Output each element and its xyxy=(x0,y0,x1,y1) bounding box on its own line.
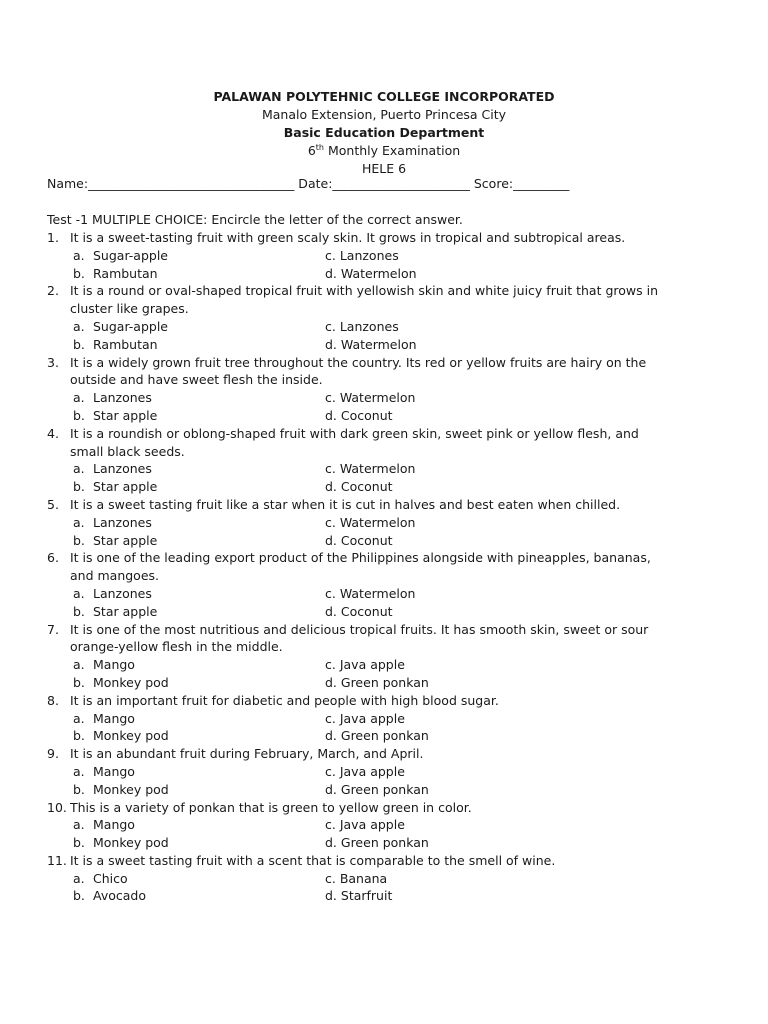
question-line xyxy=(47,852,727,870)
option-row xyxy=(47,603,727,621)
question-line xyxy=(47,300,727,318)
option-row xyxy=(47,407,727,425)
question-text: It is a round or oval-shaped tropical fruit with yellowish skin and white juicy fruit that grows in xyxy=(70,283,659,299)
option-row xyxy=(47,870,727,888)
question-text: It is a sweet tasting fruit like a star when it is cut in halves and best eaten when chilled. xyxy=(70,496,621,512)
option-choice-right[interactable]: c. Lanzones xyxy=(325,247,399,263)
option-row xyxy=(47,478,727,496)
option-text: Monkey pod xyxy=(93,728,169,744)
option-row xyxy=(47,514,727,532)
question-number: 8. xyxy=(47,692,59,708)
question-number: 3. xyxy=(47,354,59,370)
option-letter[interactable]: a. xyxy=(73,817,85,833)
question-line xyxy=(47,621,727,639)
question-item xyxy=(47,354,727,425)
name-date-score-line: Name:_________________________________ Date:______________________ Score:_________ xyxy=(47,176,570,191)
question-item xyxy=(47,496,727,549)
exam-title-text: Monthly Examination xyxy=(324,143,461,158)
option-text: Rambutan xyxy=(93,336,158,352)
question-item xyxy=(47,229,727,282)
question-line xyxy=(47,443,727,461)
option-letter[interactable]: a. xyxy=(73,710,85,726)
exam-header xyxy=(0,88,768,178)
option-text: Lanzones xyxy=(93,461,152,477)
option-text: Star apple xyxy=(93,407,158,423)
option-text: Sugar-apple xyxy=(93,318,168,334)
option-choice-right[interactable]: d. Green ponkan xyxy=(325,674,429,690)
option-text: Lanzones xyxy=(93,585,152,601)
option-letter[interactable]: b. xyxy=(73,603,85,619)
school-name: PALAWAN POLYTEHNIC COLLEGE INCORPORATED xyxy=(213,89,555,104)
question-item xyxy=(47,799,727,852)
option-choice-right[interactable]: c. Java apple xyxy=(325,657,405,673)
option-text: Star apple xyxy=(93,603,158,619)
option-choice-right[interactable]: d. Green ponkan xyxy=(325,728,429,744)
option-row xyxy=(47,656,727,674)
question-text: It is a sweet-tasting fruit with green scaly skin. It grows in tropical and subtropical areas. xyxy=(70,230,626,245)
question-number: 1. xyxy=(47,230,59,245)
option-letter[interactable]: b. xyxy=(73,407,85,423)
option-row xyxy=(47,532,727,550)
option-row xyxy=(47,318,727,336)
option-letter[interactable]: a. xyxy=(73,657,85,673)
question-line xyxy=(47,638,727,656)
option-letter[interactable]: b. xyxy=(73,336,85,352)
question-number: 4. xyxy=(47,425,59,441)
question-item xyxy=(47,692,727,745)
question-line xyxy=(47,496,727,514)
exam-title-number: 6 xyxy=(307,143,316,158)
option-row xyxy=(47,887,727,905)
question-number: 7. xyxy=(47,621,59,637)
option-row xyxy=(47,763,727,781)
subject-name: HELE 6 xyxy=(361,161,407,176)
question-text: It is a sweet tasting fruit with a scent that is comparable to the smell of wine. xyxy=(70,852,556,868)
option-letter[interactable]: a. xyxy=(73,461,85,477)
option-row xyxy=(47,674,727,692)
option-letter[interactable]: a. xyxy=(73,247,85,263)
option-text: Chico xyxy=(93,870,128,886)
option-choice-right[interactable]: d. Green ponkan xyxy=(325,781,429,797)
option-text: Rambutan xyxy=(93,265,158,281)
option-choice-right[interactable]: d. Watermelon xyxy=(325,336,417,352)
question-number: 2. xyxy=(47,283,59,299)
question-list xyxy=(47,229,727,905)
option-letter[interactable]: b. xyxy=(73,265,85,281)
option-text: Lanzones xyxy=(93,390,152,406)
option-letter[interactable]: a. xyxy=(73,318,85,334)
question-text: It is one of the leading export product of the Philippines alongside with pineapples, bananas, xyxy=(70,550,651,566)
option-choice-right[interactable]: d. Watermelon xyxy=(325,265,417,281)
option-row xyxy=(47,834,727,852)
question-line xyxy=(47,745,727,763)
option-choice-right[interactable]: c. Watermelon xyxy=(325,390,416,406)
exam-title xyxy=(0,142,768,160)
school-address: Manalo Extension, Puerto Princesa City xyxy=(261,107,507,122)
question-text: outside and have sweet flesh the inside. xyxy=(70,372,323,388)
option-text: Mango xyxy=(93,763,135,779)
question-item xyxy=(47,282,727,353)
option-text: Star apple xyxy=(93,532,158,548)
option-letter[interactable]: a. xyxy=(73,514,85,530)
question-text: It is an abundant fruit during February, March, and April. xyxy=(70,746,424,762)
option-letter[interactable]: b. xyxy=(73,532,85,548)
option-letter[interactable]: a. xyxy=(73,763,85,779)
option-letter[interactable]: b. xyxy=(73,674,85,690)
question-item xyxy=(47,425,727,496)
option-letter[interactable]: b. xyxy=(73,728,85,744)
question-number: 5. xyxy=(47,496,59,512)
option-text: Lanzones xyxy=(93,514,152,530)
option-text: Monkey pod xyxy=(93,781,169,797)
question-text: It is one of the most nutritious and delicious tropical fruits. It has smooth skin, sweet or sour xyxy=(70,621,649,637)
question-text: and mangoes. xyxy=(70,568,160,584)
option-row xyxy=(47,781,727,799)
question-text: orange-yellow flesh in the middle. xyxy=(70,639,283,655)
option-text: Mango xyxy=(93,710,135,726)
option-text: Sugar-apple xyxy=(93,247,168,263)
option-text: Avocado xyxy=(93,888,146,904)
test-instruction: Test -1 MULTIPLE CHOICE: Encircle the letter of the correct answer. xyxy=(47,212,463,227)
question-line xyxy=(47,799,727,817)
option-choice-right[interactable]: c. Watermelon xyxy=(325,461,416,477)
question-number: 9. xyxy=(47,746,59,762)
question-item xyxy=(47,549,727,620)
question-number: 11. xyxy=(47,852,67,868)
option-choice-right[interactable]: d. Coconut xyxy=(325,407,393,423)
option-row xyxy=(47,585,727,603)
question-line xyxy=(47,282,727,300)
question-line xyxy=(47,354,727,372)
option-choice-right[interactable]: d. Coconut xyxy=(325,532,393,548)
option-choice-right[interactable]: c. Java apple xyxy=(325,710,405,726)
option-choice-right[interactable]: c. Java apple xyxy=(325,817,405,833)
question-number: 10. xyxy=(47,799,67,815)
question-text: small black seeds. xyxy=(70,443,185,459)
option-row xyxy=(47,727,727,745)
question-text: It is a widely grown fruit tree throughout the country. Its red or yellow fruits are hairy on the xyxy=(70,354,647,370)
option-choice-right[interactable]: c. Watermelon xyxy=(325,514,416,530)
question-item xyxy=(47,621,727,692)
question-line xyxy=(47,692,727,710)
question-text: It is a roundish or oblong-shaped fruit with dark green skin, sweet pink or yellow flesh, and xyxy=(70,425,639,441)
option-row xyxy=(47,460,727,478)
option-text: Mango xyxy=(93,817,135,833)
option-letter[interactable]: a. xyxy=(73,585,85,601)
option-choice-right[interactable]: c. Banana xyxy=(325,870,388,886)
question-number: 6. xyxy=(47,550,59,566)
option-choice-right[interactable]: d. Coconut xyxy=(325,479,393,495)
department-name: Basic Education Department xyxy=(283,125,485,140)
option-letter[interactable]: b. xyxy=(73,835,85,851)
question-text: It is an important fruit for diabetic and people with high blood sugar. xyxy=(70,692,499,708)
option-letter[interactable]: b. xyxy=(73,781,85,797)
option-row xyxy=(47,389,727,407)
option-choice-right[interactable]: d. Starfruit xyxy=(325,888,393,904)
option-row xyxy=(47,710,727,728)
option-text: Monkey pod xyxy=(93,835,169,851)
option-letter[interactable]: a. xyxy=(73,870,85,886)
option-row xyxy=(47,265,727,283)
question-line xyxy=(47,371,727,389)
question-line xyxy=(47,425,727,443)
question-text: This is a variety of ponkan that is green to yellow green in color. xyxy=(70,799,472,815)
option-text: Star apple xyxy=(93,479,158,495)
option-choice-right[interactable]: c. Lanzones xyxy=(325,318,399,334)
option-letter[interactable]: a. xyxy=(73,390,85,406)
option-choice-right[interactable]: d. Green ponkan xyxy=(325,835,429,851)
question-text: cluster like grapes. xyxy=(70,301,189,317)
question-item xyxy=(47,745,727,798)
option-text: Mango xyxy=(93,657,135,673)
option-row xyxy=(47,247,727,265)
option-row xyxy=(47,336,727,354)
option-choice-right[interactable]: c. Java apple xyxy=(325,763,405,779)
option-choice-right[interactable]: d. Coconut xyxy=(325,603,393,619)
option-letter[interactable]: b. xyxy=(73,888,85,904)
option-letter[interactable]: b. xyxy=(73,479,85,495)
question-line xyxy=(47,229,727,247)
option-text: Monkey pod xyxy=(93,674,169,690)
question-item xyxy=(47,852,727,905)
option-row xyxy=(47,816,727,834)
question-line xyxy=(47,567,727,585)
option-choice-right[interactable]: c. Watermelon xyxy=(325,585,416,601)
exam-title-ordinal: th xyxy=(315,142,325,152)
question-line xyxy=(47,549,727,567)
